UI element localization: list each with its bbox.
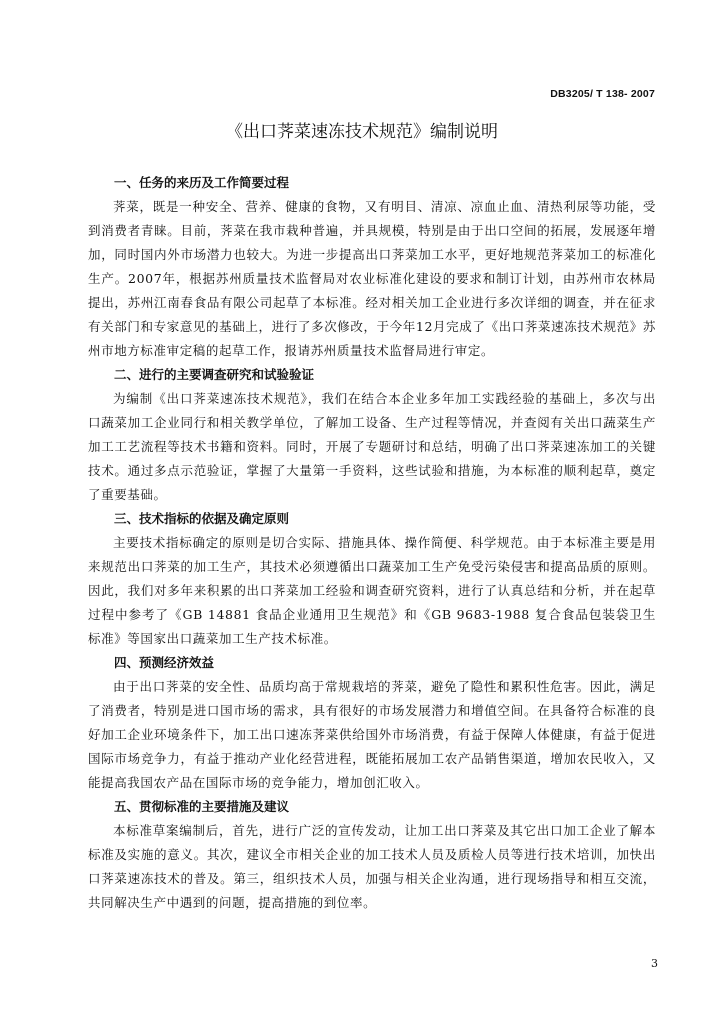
section-paragraph: 本标准草案编制后，首先，进行广泛的宣传发动，让加工出口荠菜及其它出口加工企业了解本标准及实施的意义。其次，建议全市相关企业的加工技术人员及质检人员等进行技术培训，加快出口荠菜速冻技术的普及。第三，组织技术人员，加强与相关企业沟通，进行现场指导和相互交流，共同解决生产中遇到的问题，提高措施的到位率。 (88, 823, 656, 910)
section-paragraph: 为编制《出口荠菜速冻技术规范》，我们在结合本企业多年加工实践经验的基础上，多次与出口蔬菜加工企业同行和相关教学单位，了解加工设备、生产过程等情况，并查阅有关出口蔬菜生产加工工艺流程等技术书籍和资料。同时，开展了专题研讨和总结，明确了出口荠菜速冻加工的关键技术。通过多点示范验证，掌握了大量第一手资料，这些试验和措施，为本标准的顺利起草，奠定了重要基础。 (88, 391, 656, 502)
section-economic-benefit (88, 651, 656, 795)
document-code: DB3205/ T 138- 2007 (550, 88, 655, 100)
section-heading: 二、进行的主要调查研究和试验验证 (114, 367, 315, 382)
section-paragraph: 荠菜，既是一种安全、营养、健康的食物，又有明目、清凉、凉血止血、清热利尿等功能，受到消费者青睐。目前，荠菜在我市栽种普遍，并具规模，特别是由于出口空间的拓展，发展逐年增加，同时国内外市场潜力也较大。为进一步提高出口荠菜加工水平，更好地规范荠菜加工的标准化生产。2007年，根据苏州质量技术监督局对农业标准化建设的要求和制订计划，由苏州市农林局提出，苏州江南春食品有限公司起草了本标准。经对相关加工企业进行多次详细的调查，并在征求有关部门和专家意见的基础上，进行了多次修改，于今年12月完成了《出口荠菜速冻技术规范》苏州市地方标准审定稿的起草工作，报请苏州质量技术监督局进行审定。 (88, 199, 656, 358)
section-heading: 三、技术指标的依据及确定原则 (114, 511, 290, 526)
section-paragraph: 主要技术指标确定的原则是切合实际、措施具体、操作简便、科学规范。由于本标准主要是用来规范出口荠菜的加工生产，其技术必须遵循出口蔬菜加工生产免受污染侵害和提高品质的原则。因此，我们对多年来积累的出口荠菜加工经验和调查研究资料，进行了认真总结和分析，并在起草过程中参考了《GB 14881 食品企业通用卫生规范》和《GB 9683-1988 复合食品包装袋卫生标准》等国家出口蔬菜加工生产技术标准。 (88, 535, 656, 646)
section-paragraph: 由于出口荠菜的安全性、品质均高于常规栽培的荠菜，避免了隐性和累积性危害。因此，满足了消费者，特别是进口国市场的需求，具有很好的市场发展潜力和增值空间。在具备符合标准的良好加工企业环境条件下，加工出口速冻荠菜供给国外市场消费，有益于保障人体健康，有益于促进国际市场竞争力，有益于推动产业化经营进程，既能拓展加工农产品销售渠道，增加农民收入，又能提高我国农产品在国际市场的竞争能力，增加创汇收入。 (88, 679, 656, 790)
document-title: 《出口荠菜速冻技术规范》编制说明 (226, 122, 498, 142)
section-heading: 四、预测经济效益 (114, 655, 215, 670)
section-task-origin (88, 171, 656, 363)
section-research (88, 363, 656, 507)
section-technical-basis (88, 507, 656, 651)
page-number: 3 (651, 957, 658, 970)
section-heading: 一、任务的来历及工作简要过程 (114, 175, 290, 190)
section-heading: 五、贯彻标准的主要措施及建议 (114, 799, 290, 814)
document-body (88, 171, 656, 915)
section-implementation (88, 795, 656, 915)
